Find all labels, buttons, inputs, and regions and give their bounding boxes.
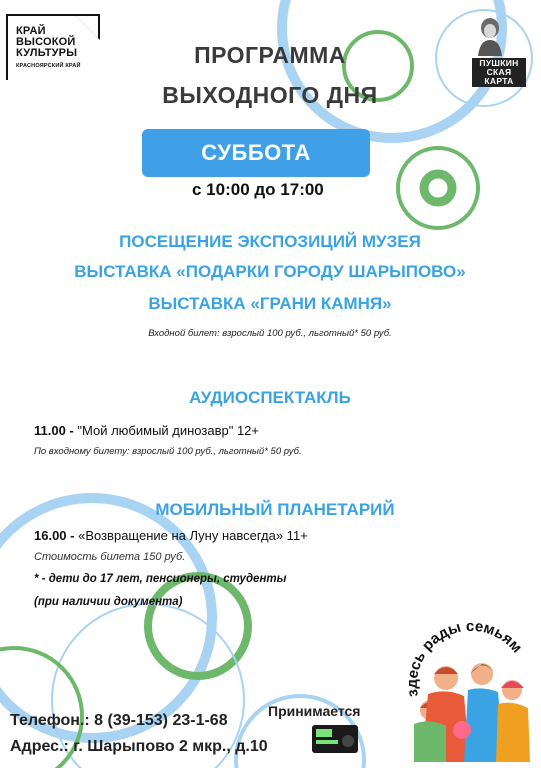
audio-title: "Мой любимый динозавр" 12+ [77,423,259,438]
planetarium-ticket: Стоимость билета 150 руб. [34,551,186,563]
discount-note-prefix: * - [34,573,46,585]
pushkin-label-2: СКАЯ [486,67,512,77]
page-title-line-2: ВЫХОДНОГО ДНЯ [162,82,378,108]
ring-green-outer [398,148,478,228]
event-museum: ПОСЕЩЕНИЕ ЭКСПОЗИЦИЙ МУЗЕЯ [119,232,421,251]
address: Адрес.: г. Шарыпово 2 мкр., д.10 [10,738,268,755]
day-badge: СУББОТА [142,129,370,177]
family-illustration-icon [414,663,530,762]
logo-line-4: КРАСНОЯРСКИЙ КРАЙ [16,63,81,69]
pushkin-card-icon [312,725,358,753]
opening-hours: с 10:00 до 17:00 [192,180,324,199]
page-title-line-1: ПРОГРАММА [194,42,346,68]
pushkin-card-logo [440,14,526,94]
logo-line-1: КРАЙ [16,25,46,37]
pushkin-label-1: ПУШКИН [479,58,519,68]
event-gifts-exhibition: ВЫСТАВКА «ПОДАРКИ ГОРОДУ ШАРЫПОВО» [74,262,466,281]
planetarium-show [34,528,308,543]
discount-note-text: дети до 17 лет, пенсионеры, студенты [48,573,287,585]
discount-note [34,573,286,585]
planetarium-heading: МОБИЛЬНЫЙ ПЛАНЕТАРИЙ [155,500,395,519]
audio-heading: АУДИОСПЕКТАКЛЬ [189,388,351,407]
pushkin-label [472,58,526,87]
entry-ticket-price: Входной билет: взрослый 100 руб., льготный* 50 руб. [148,328,392,339]
audio-ticket: По входному билету: взрослый 100 руб., льготный* 50 руб. [34,446,302,457]
krai-culture-logo [6,14,98,80]
logo-line-3: КУЛЬТУРЫ [16,47,78,59]
accepts-label: Принимается [268,703,361,719]
pushkin-portrait-icon [476,16,504,56]
logo-corner [74,14,100,40]
family-badge [400,612,540,768]
planetarium-title: «Возвращение на Луну навсегда» 11+ [78,528,308,543]
family-badge-text: здесь рады семьям [403,617,526,698]
planetarium-time: 16.00 - [34,528,75,543]
audio-time: 11.00 - [34,423,74,438]
ring-bottom-green [148,576,248,676]
ring-green-inner [424,174,452,202]
phone-number: Телефон.: 8 (39-153) 23-1-68 [10,712,228,729]
document-note: (при наличии документа) [34,596,183,608]
pushkin-label-3: КАРТА [484,76,514,86]
logo-line-2: ВЫСОКОЙ [16,36,76,48]
event-stone-exhibition: ВЫСТАВКА «ГРАНИ КАМНЯ» [148,294,392,313]
audio-show [34,423,259,438]
